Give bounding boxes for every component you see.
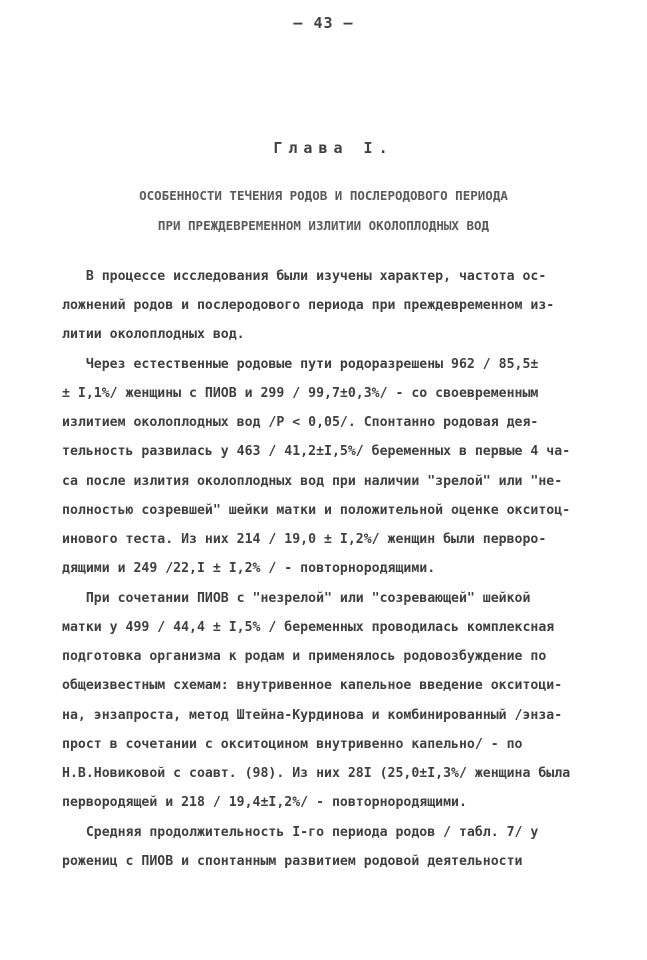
section-title-line-1: ОСОБЕННОСТИ ТЕЧЕНИЯ РОДОВ И ПОСЛЕРОДОВОГО ПЕРИОДА [139, 188, 508, 203]
body-line: излитием околоплодных вод /Р < 0,05/. Спонтанно родовая дея- [62, 415, 539, 430]
body-line: первородящей и 218 / 19,4±I,2%/ - повторнородящими. [62, 795, 467, 810]
body-line: инового теста. Из них 214 / 19,0 ± I,2%/ женщин были перворо- [62, 532, 547, 547]
chapter-heading: Глава I. [273, 139, 394, 157]
body-line: При сочетании ПИОВ с "незрелой" или "созревающей" шейкой [62, 591, 531, 606]
body-line: ложнений родов и послеродового периода при преждевременном из- [62, 298, 555, 313]
body-line: ± I,1%/ женщины с ПИОВ и 299 / 99,7±0,3%/ - со своевременным [62, 386, 539, 401]
body-line: матки у 499 / 44,4 ± I,5% / беременных проводилась комплексная [62, 620, 555, 635]
body-line: литии околоплодных вод. [62, 327, 245, 342]
body-line: Н.В.Новиковой с соавт. (98). Из них 28I (25,0±I,3%/ женщина была [62, 766, 571, 781]
body-line: подготовка организма к родам и применялось родовозбуждение по [62, 649, 547, 664]
body-line: са после излития околоплодных вод при наличии "зрелой" или "не- [62, 474, 563, 489]
body-line: В процессе исследования были изучены характер, частота ос- [62, 269, 547, 284]
body-line: полностью созревшей" шейки матки и положительной оценке окситоц- [62, 503, 571, 518]
body-line: тельность развилась у 463 / 41,2±I,5%/ беременных в первые 4 ча- [62, 444, 571, 459]
body-line: дящими и 249 /22,I ± I,2% / - повторнородящими. [62, 561, 436, 576]
body-line: Средняя продолжительность I-го периода родов / табл. 7/ у [62, 825, 539, 840]
body-line: прост в сочетании с окситоцином внутривенно капельно/ - по [62, 737, 523, 752]
body-line: общеизвестным схемам: внутривенное капельное введение окситоци- [62, 678, 563, 693]
body-line: рожениц с ПИОВ и спонтанным развитием родовой деятельности [62, 854, 523, 869]
section-title-line-2: ПРИ ПРЕЖДЕВРЕМЕННОМ ИЗЛИТИИ ОКОЛОПЛОДНЫХ ВОД [157, 218, 490, 233]
body-line: Через естественные родовые пути родоразрешены 962 / 85,5± [62, 357, 539, 372]
page-number: – 43 – [293, 14, 354, 32]
body-line: на, энзапроста, метод Штейна-Курдинова и комбинированный /энза- [62, 708, 563, 723]
